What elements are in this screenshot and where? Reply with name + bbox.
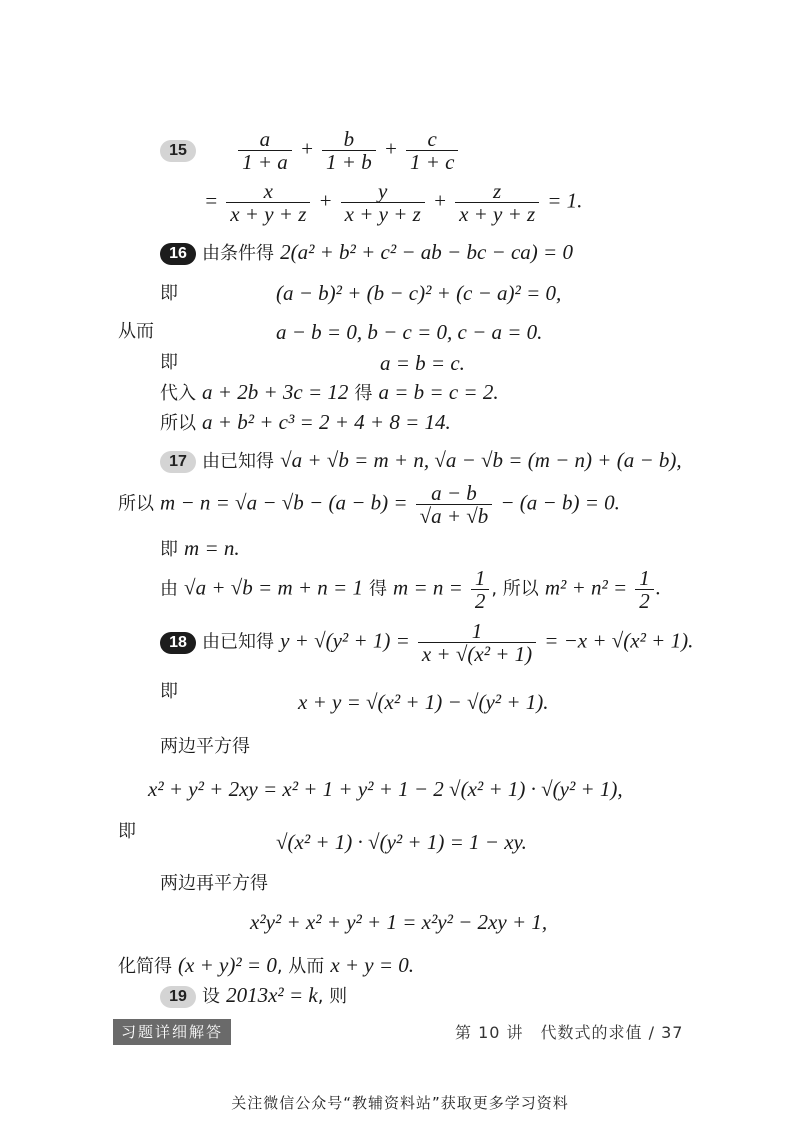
fraction: $\frac{1}{2}$ <box>471 567 490 612</box>
text-label: 两边再平方得 <box>160 873 268 894</box>
problem-17-line-4: 由 √a + √b = m + n = 1 得 m = n = $\frac{1}{2}$ , 所以 m² + n² = $\frac{1}{2}$ . <box>160 566 662 613</box>
problem-17-badge: 17 <box>160 451 196 473</box>
equation: a = b = c. <box>380 351 465 375</box>
fraction: $\frac{b}{1 + b}$ <box>322 128 376 173</box>
equation: √(x² + 1) · √(y² + 1) = 1 − xy. <box>276 830 527 854</box>
problem-15-badge: 15 <box>160 140 196 162</box>
fraction: $\frac{c}{1 + c}$ <box>406 128 459 173</box>
problem-17-line-1: 17 由已知得 √a + √b = m + n, √a − √b = (m − n) + (a − b), <box>160 448 682 474</box>
page-number-info: 第 10 讲 代数式的求值 / 37 <box>455 1023 684 1042</box>
problem-16-line-5: 代入 a + 2b + 3c = 12 得 a = b = c = 2. <box>160 380 499 404</box>
fraction: $\frac{a - b}{√a + √b}$ <box>416 482 493 527</box>
problem-19-line-1: 19 设 2013x² = k, 则 <box>160 983 347 1009</box>
equation: x²y² + x² + y² + 1 = x²y² − 2xy + 1, <box>250 910 548 934</box>
text-label: 从而 <box>118 321 154 342</box>
fraction: $\frac{z}{x + y + z}$ <box>455 180 539 225</box>
problem-17-line-3: 即 m = n. <box>160 536 240 560</box>
equation: x + y = √(x² + 1) − √(y² + 1). <box>298 690 549 714</box>
equation: a − b = 0, b − c = 0, c − a = 0. <box>276 320 543 344</box>
problem-16-line-6: 所以 a + b² + c³ = 2 + 4 + 8 = 14. <box>160 410 451 434</box>
fraction: $\frac{a}{1 + a}$ <box>238 128 292 173</box>
equation: x² + y² + 2xy = x² + 1 + y² + 1 − 2 √(x² + 1) · √(y² + 1), <box>148 777 623 801</box>
problem-16-line-1: 16 由条件得 2(a² + b² + c² − ab − bc − ca) = 0 <box>160 240 573 266</box>
section-label: 习题详细解答 <box>113 1019 231 1045</box>
fraction: $\frac{1}{\text{x + √(x² + 1)}}$ <box>418 620 536 665</box>
problem-15-line-2: = $\frac{x}{x + y + z}$ + $\frac{y}{x + y + z}$ + $\frac{z}{x + y + z}$ = 1. <box>204 179 583 226</box>
problem-15-line-1: 15 $\frac{a}{1 + a}$ + $\frac{b}{1 + b}$ + $\frac{c}{1 + c}$ <box>160 128 460 173</box>
fraction: $\frac{y}{x + y + z}$ <box>341 180 425 225</box>
text-label: 即 <box>160 352 178 373</box>
equation: (a − b)² + (b − c)² + (c − a)² = 0, <box>276 281 562 305</box>
problem-16-badge: 16 <box>160 243 196 265</box>
fraction: $\frac{1}{2}$ <box>635 567 654 612</box>
problem-18-badge: 18 <box>160 632 196 654</box>
problem-18-line-1: 18 由已知得 y + √(y² + 1) = $\frac{1}{\text{x + √(x² + 1)}}$ = −x + √(x² + 1). <box>160 620 693 665</box>
text-label: 即 <box>118 821 136 842</box>
problem-17-line-2: 所以 m − n = √a − √b − (a − b) = $\frac{a - b}{√a + √b}$ − (a − b) = 0. <box>118 481 620 528</box>
text-label: 即 <box>160 681 178 702</box>
text-label: 两边平方得 <box>160 736 250 757</box>
problem-18-line-9: 化简得 (x + y)² = 0, 从而 x + y = 0. <box>118 953 415 977</box>
problem-16-line-2: 即 <box>160 283 178 304</box>
fraction: $\frac{x}{x + y + z}$ <box>226 180 310 225</box>
promo-notice: 关注微信公众号“教辅资料站”获取更多学习资料 <box>231 1094 569 1112</box>
problem-19-badge: 19 <box>160 986 196 1008</box>
